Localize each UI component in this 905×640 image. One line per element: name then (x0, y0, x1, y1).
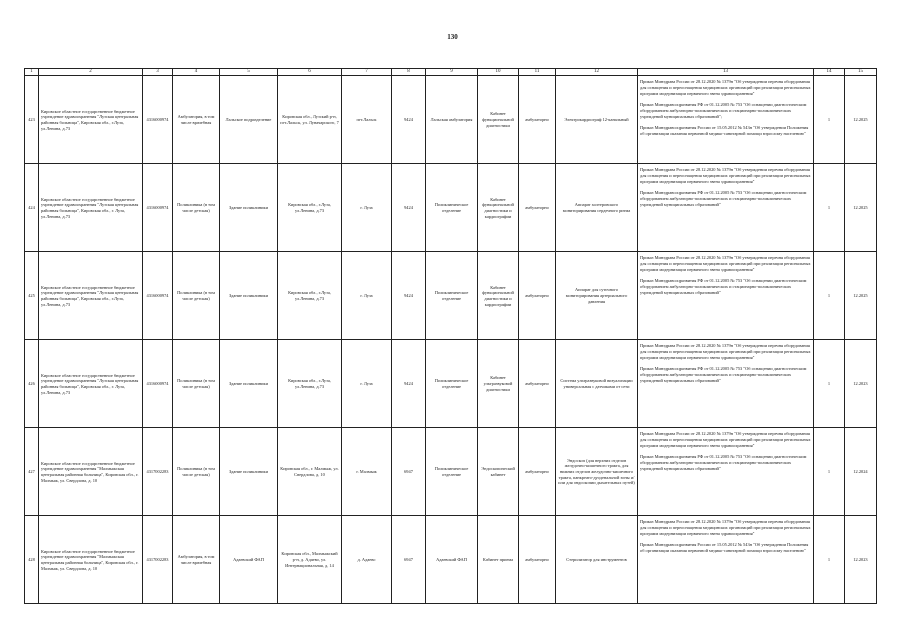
cell-col-6: Кировская обл., г.Луза, ул.Ленина, д.73 (278, 164, 342, 252)
table-header-row (25, 69, 877, 76)
cell-col-9: Поликлиническое отделение (426, 164, 478, 252)
regulation-paragraph: Приказ Минздрава России от 28.12.2020 № 1379н "Об утверждении перечня оборудования для оснащения и переоснащения медицинских организаций при реализации региональных программ модернизации первичного звена здравоохранения" (640, 431, 811, 448)
regulation-paragraph: Приказ Минздрава России от 28.12.2020 № 1379н "Об утверждении перечня оборудования для оснащения и переоснащения медицинских организаций при реализации региональных программ модернизации первичного звена здравоохранения" (640, 167, 811, 184)
cell-col-11: амбулаторно (519, 516, 556, 604)
cell-col-4: Амбулатория, в том числе врачебная (173, 76, 220, 164)
regulation-paragraph: Приказ Минздравсоцразвития России от 15.05.2012 № 543н "Об утверждении Положения об организации оказания первичной медико-санитарной помощи взрослому населению" (640, 125, 809, 136)
cell-col-7: г. Луза (342, 340, 392, 428)
cell-col-11: амбулаторно (519, 164, 556, 252)
regulation-paragraph: Приказ Минздравсоцразвития России от 15.05.2012 № 543н "Об утверждении Положения об организации оказания первичной медико-санитарной помощи взрослому населению" (640, 542, 809, 553)
cell-col-15: 12.2024 (845, 428, 877, 516)
column-number-11: 11 (519, 69, 556, 76)
regulation-paragraph: Приказ Минздрава России от 28.12.2020 № 1379н "Об утверждении перечня оборудования для оснащения и переоснащения медицинских организаций при реализации региональных программ модернизации первичного звена здравоохранения" (640, 519, 811, 536)
cell-col-3: 4317002283 (143, 516, 173, 604)
cell-col-10: Кабинет приема (478, 516, 519, 604)
cell-col-1: 424 (25, 164, 39, 252)
cell-col-15: 12.2023 (845, 516, 877, 604)
cell-col-1: 427 (25, 428, 39, 516)
cell-col-12: Эндоскоп (для верхних отделов желудочно-кишечного тракта, для нижних отделов желудочно-кишечного тракта, панкреато-дуоденальной зоны и/или для эндоскопии дыхательных путей) (556, 428, 638, 516)
regulation-paragraph: Приказ Минздрава России от 28.12.2020 № 1379н "Об утверждении перечня оборудования для оснащения и переоснащения медицинских организаций при реализации региональных программ модернизации первичного звена здравоохранения" (640, 343, 811, 360)
cell-col-15: 12.2023 (845, 340, 877, 428)
cell-col-14: 1 (814, 76, 845, 164)
cell-col-3: 4316000974 (143, 252, 173, 340)
cell-col-4: Поликлиника (в том числе детская) (173, 428, 220, 516)
cell-col-15: 12.2025 (845, 76, 877, 164)
column-number-10: 10 (478, 69, 519, 76)
cell-col-6: Кировская обл., г. Малмыж, ул. Свердлова, д. 10 (278, 428, 342, 516)
cell-col-13 (638, 428, 814, 516)
column-number-2: 2 (39, 69, 143, 76)
cell-col-14: 1 (814, 428, 845, 516)
cell-col-13 (638, 252, 814, 340)
column-number-1: 1 (25, 69, 39, 76)
cell-col-6: Кировская обл., г.Луза, ул.Ленина, д.73 (278, 340, 342, 428)
column-number-12: 12 (556, 69, 638, 76)
cell-col-2: Кировское областное государственное бюджетное учреждение здравоохранения "Лузская центральная районная больница", Кировская обл., г.Луза, ул.Ленина, д.73 (39, 252, 143, 340)
cell-col-8: 9424 (392, 252, 426, 340)
equipment-table (24, 68, 877, 604)
cell-col-10: Кабинет функциональной диагностики (478, 76, 519, 164)
cell-col-8: 9424 (392, 340, 426, 428)
cell-col-10: Кабинет функциональной диагностики и кардиографии (478, 164, 519, 252)
cell-col-8: 9424 (392, 76, 426, 164)
column-number-15: 15 (845, 69, 877, 76)
column-number-3: 3 (143, 69, 173, 76)
cell-col-9: Адаевский ФАП (426, 516, 478, 604)
cell-col-14: 1 (814, 252, 845, 340)
cell-col-5: Лальское подразделение (220, 76, 278, 164)
cell-col-14: 1 (814, 164, 845, 252)
cell-col-12: Система ультразвуковой визуализации универсальная с датчиками от сети (556, 340, 638, 428)
cell-col-2: Кировское областное государственное бюджетное учреждение здравоохранения "Лузская центральная районная больница", Кировская обл., г.Луза, ул.Ленина, д.73 (39, 76, 143, 164)
cell-col-5: Здание поликлиники (220, 340, 278, 428)
cell-col-13 (638, 76, 814, 164)
cell-col-8: 6947 (392, 516, 426, 604)
table-row (25, 76, 877, 164)
cell-col-2: Кировское областное государственное бюджетное учреждение здравоохранения "Лузская центральная районная больница", Кировская обл., г. Луза, ул.Ленина, д.73 (39, 164, 143, 252)
column-number-5: 5 (220, 69, 278, 76)
page-number: 130 (447, 33, 458, 41)
cell-col-8: 9424 (392, 164, 426, 252)
cell-col-11: амбулаторно (519, 428, 556, 516)
cell-col-7: пгт.Лальск (342, 76, 392, 164)
cell-col-15: 12.2025 (845, 164, 877, 252)
table-row (25, 252, 877, 340)
cell-col-9: Лальская амбулатория (426, 76, 478, 164)
regulation-paragraph: Приказ Минздравсоцразвития РФ от 01.12.2005 № 753 "Об оснащении диагностическим оборудованием амбулаторно-поликлинических и стационарно-поликлинических учреждений муниципальных образований"; (640, 102, 807, 119)
cell-col-4: Поликлиника (в том числе детская) (173, 252, 220, 340)
cell-col-6: Кировская обл., г.Луза, ул.Ленина, д.73 (278, 252, 342, 340)
cell-col-2: Кировское областное государственное бюджетное учреждение здравоохранения "Малмыжская центральная районная больница", Кировская обл., г. Малмыж, ул. Свердлова, д. 10 (39, 516, 143, 604)
table-row (25, 340, 877, 428)
cell-col-10: Кабинет функциональной диагностики и кардиографии (478, 252, 519, 340)
cell-col-11: амбулаторно (519, 340, 556, 428)
cell-col-12: Стерилизатор для инструментов (556, 516, 638, 604)
cell-col-4: Амбулатория, в том числе врачебная (173, 516, 220, 604)
table-row (25, 428, 877, 516)
cell-col-2: Кировское областное государственное бюджетное учреждение здравоохранения "Лузская центральная районная больница", Кировская обл., г. Луза, ул.Ленина, д.73 (39, 340, 143, 428)
regulation-paragraph: Приказ Минздравсоцразвития РФ от 01.12.2005 № 753 "Об оснащении диагностическим оборудованием амбулаторно-поликлинических и стационарно-поликлинических учреждений муниципальных образований" (640, 454, 807, 471)
cell-col-3: 4316000974 (143, 76, 173, 164)
table-row (25, 516, 877, 604)
cell-col-5: Здание поликлиники (220, 164, 278, 252)
regulation-paragraph: Приказ Минздрава России от 28.12.2020 № 1379н "Об утверждении перечня оборудования для оснащения и переоснащения медицинских организаций при реализации региональных программ модернизации первичного звена здравоохранения" (640, 255, 811, 272)
cell-col-1: 425 (25, 252, 39, 340)
column-number-7: 7 (342, 69, 392, 76)
table-row (25, 164, 877, 252)
cell-col-10: Кабинет ультразвуковой диагностики (478, 340, 519, 428)
column-number-6: 6 (278, 69, 342, 76)
cell-col-6: Кировская обл., Малмыжский р-н, д. Адаево, ул. Интернациональная, д. 14 (278, 516, 342, 604)
cell-col-9: Поликлиническое отделение (426, 340, 478, 428)
cell-col-12: Аппарат для суточного мониторирования артериального давления (556, 252, 638, 340)
column-number-14: 14 (814, 69, 845, 76)
cell-col-1: 423 (25, 76, 39, 164)
cell-col-5: Здание поликлиники (220, 252, 278, 340)
regulation-paragraph: Приказ Минздравсоцразвития РФ от 01.12.2005 № 753 "Об оснащении диагностическим оборудованием амбулаторно-поликлинических и стационарно-поликлинических учреждений муниципальных образований" (640, 278, 807, 295)
cell-col-7: г. Луза (342, 164, 392, 252)
cell-col-2: Кировское областное государственное бюджетное учреждение здравоохранения "Малмыжская центральная районная больница", Кировская обл., г. Малмыж, ул. Свердлова, д. 10 (39, 428, 143, 516)
cell-col-13 (638, 516, 814, 604)
cell-col-13 (638, 164, 814, 252)
cell-col-4: Поликлиника (в том числе детская) (173, 340, 220, 428)
regulation-paragraph: Приказ Минздравсоцразвития РФ от 01.12.2005 № 753 "Об оснащении диагностическим оборудованием амбулаторно-поликлинических и стационарно-поликлинических учреждений муниципальных образований" (640, 366, 807, 383)
cell-col-6: Кировская обл., Лузский р-н, пгт.Лальск, ул. Луначарского, 7 (278, 76, 342, 164)
cell-col-11: амбулаторно (519, 76, 556, 164)
column-number-8: 8 (392, 69, 426, 76)
cell-col-7: д. Адаево (342, 516, 392, 604)
cell-col-7: г. Малмыж (342, 428, 392, 516)
cell-col-13 (638, 340, 814, 428)
column-number-13: 13 (638, 69, 814, 76)
cell-col-3: 4317002283 (143, 428, 173, 516)
cell-col-3: 4316000974 (143, 340, 173, 428)
cell-col-5: Адаевский ФАП (220, 516, 278, 604)
cell-col-12: Электрокардиограф 12-канальный (556, 76, 638, 164)
cell-col-8: 6947 (392, 428, 426, 516)
cell-col-10: Эндоскопический кабинет (478, 428, 519, 516)
regulation-paragraph: Приказ Минздрава России от 28.12.2020 № 1379н "Об утверждении перечня оборудования для оснащения и переоснащения медицинских организаций при реализации региональных программ модернизации первичного звена здравоохранения" (640, 79, 811, 96)
cell-col-7: г. Луза (342, 252, 392, 340)
cell-col-11: амбулаторно (519, 252, 556, 340)
cell-col-15: 12.2025 (845, 252, 877, 340)
cell-col-4: Поликлиника (в том числе детская) (173, 164, 220, 252)
cell-col-14: 1 (814, 516, 845, 604)
cell-col-1: 426 (25, 340, 39, 428)
regulation-paragraph: Приказ Минздравсоцразвития РФ от 01.12.2005 № 753 "Об оснащении диагностическим оборудованием амбулаторно-поликлинических и стационарно-поликлинических учреждений муниципальных образований" (640, 190, 807, 207)
cell-col-5: Здание поликлиники (220, 428, 278, 516)
cell-col-12: Аппарат холтеровского мониторирования сердечного ритма (556, 164, 638, 252)
cell-col-14: 1 (814, 340, 845, 428)
column-number-9: 9 (426, 69, 478, 76)
cell-col-3: 4316000974 (143, 164, 173, 252)
cell-col-9: Поликлиническое отделение (426, 252, 478, 340)
cell-col-9: Поликлиническое отделение (426, 428, 478, 516)
cell-col-1: 428 (25, 516, 39, 604)
column-number-4: 4 (173, 69, 220, 76)
